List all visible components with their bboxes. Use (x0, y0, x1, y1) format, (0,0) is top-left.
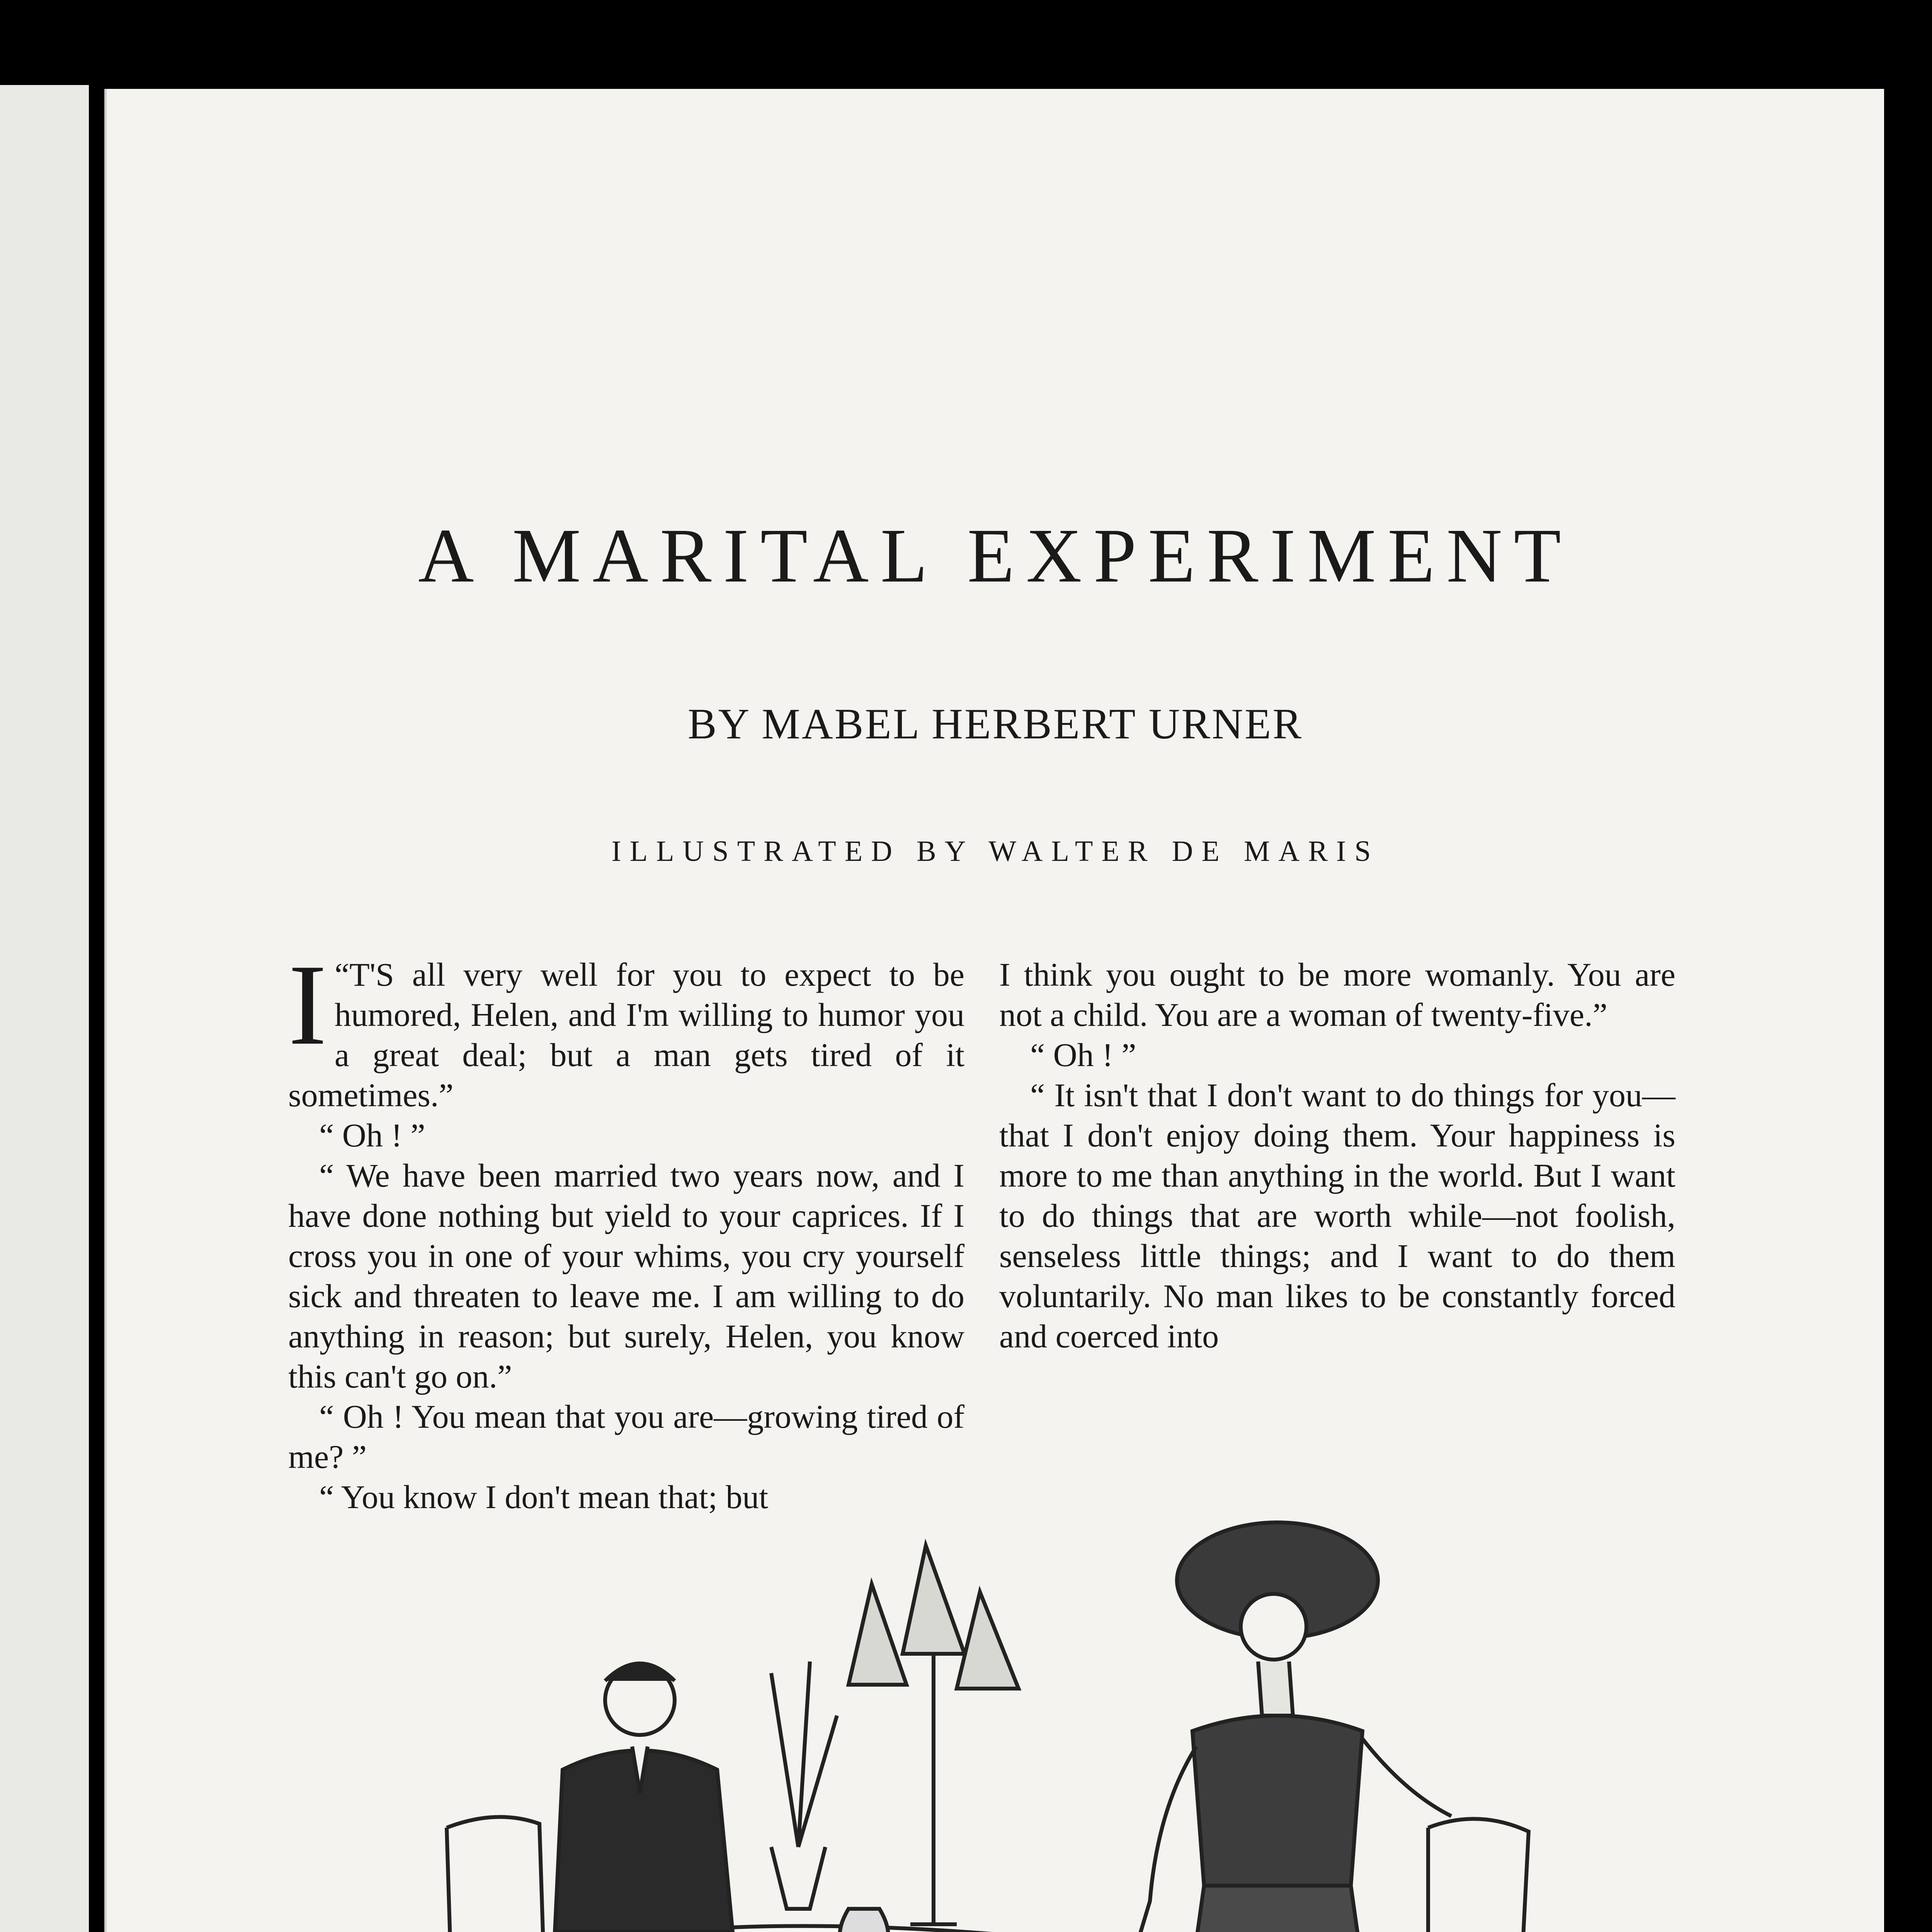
paragraph: “ We have been married two years now, and I have done nothing but yield to your caprices. If I cross you in one of your whims, you cry yourself sick and threaten to leave me. I am willing to do anything in reason; but surely, Helen, you know this can't go on.” (288, 1157, 964, 1395)
paragraph-text: T'S all very well for you to expect to be humored, Helen, and I'm willing to humor you a great deal; but a man gets tired of it sometimes.” (288, 956, 964, 1114)
paragraph: “ It isn't that I don't want to do things for you—that I don't enjoy doing them. Your happiness is more to me than anything in the world. But I want to do things that are worth while—not foolish, senseless little things; and I want to do them voluntarily. No man likes to be constantly forced and coerced into (999, 1077, 1675, 1355)
text-column-right (999, 954, 1675, 1457)
paragraph (288, 940, 964, 1115)
flower-vase (771, 1662, 837, 1909)
seated-man (547, 1663, 733, 1932)
table-lamp (849, 1546, 1019, 1924)
decanter (840, 1909, 888, 1932)
illustrator-credit: ILLUSTRATED BY WALTER DE MARIS (611, 835, 1379, 867)
right-chair (1428, 1819, 1529, 1932)
magazine-page (104, 89, 1884, 1932)
open-quote: “ (334, 956, 350, 993)
left-chair (447, 1817, 570, 1932)
standing-woman (1065, 1522, 1521, 1932)
paragraph: I think you ought to be more womanly. You are not a child. You are a woman of twenty-five.” (999, 956, 1675, 1033)
paragraph: “ Oh ! ” (319, 1117, 425, 1154)
drop-cap: I (288, 940, 327, 1069)
article-title: A MARITAL EXPERIMENT (418, 513, 1573, 599)
paragraph: “ You know I don't mean that; but (319, 1478, 769, 1515)
article-byline: BY MABEL HERBERT URNER (687, 700, 1303, 748)
paragraph: “ Oh ! ” (1030, 1036, 1136, 1073)
paragraph: “ Oh ! You mean that you are—growing tired of me? ” (288, 1398, 964, 1475)
previous-page-edge (0, 85, 89, 1932)
dinner-scene-illustration (400, 1499, 1675, 1932)
